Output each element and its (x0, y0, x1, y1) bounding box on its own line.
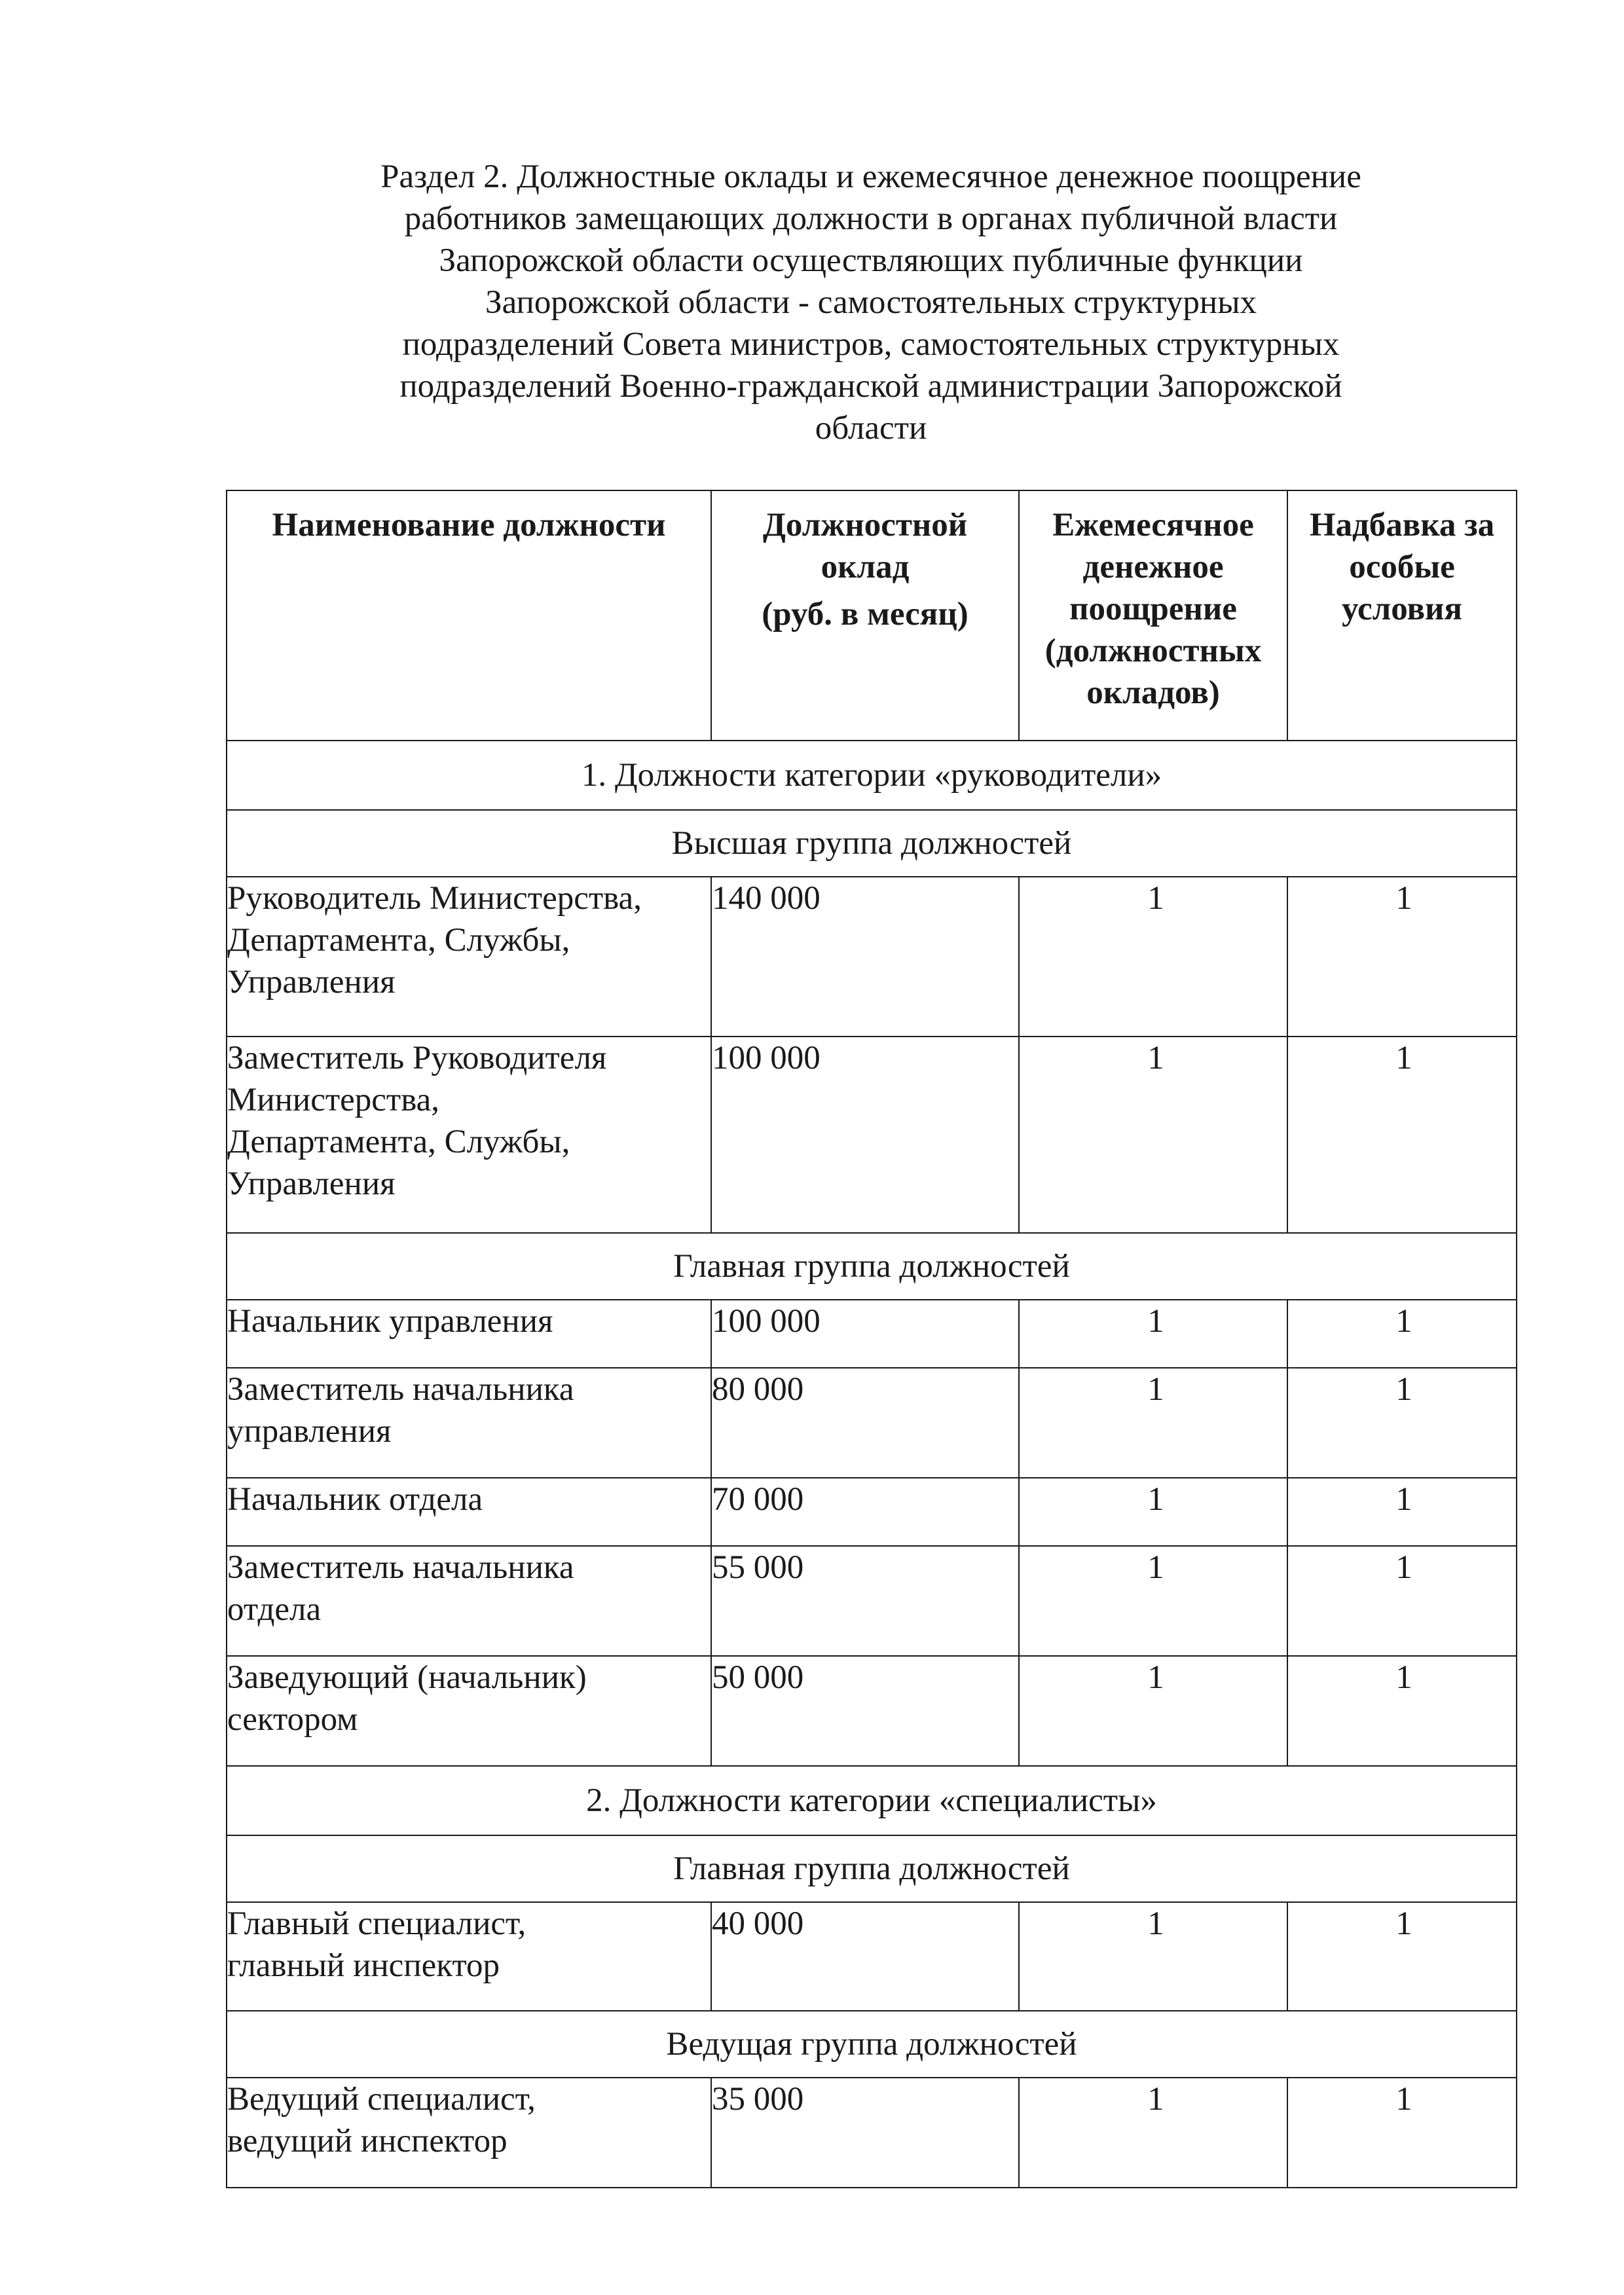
group-row (227, 810, 1517, 877)
header-extra-line: Надбавка за (1309, 507, 1495, 543)
position-line: Заместитель начальника (227, 1549, 574, 1586)
bonus-cell: 1 (1019, 1656, 1287, 1766)
salary-cell: 70 000 (711, 1478, 1019, 1546)
header-position (227, 490, 711, 741)
position-line: отдела (227, 1591, 322, 1628)
table-row (227, 1656, 1517, 1766)
position-line: Департамента, Службы, (227, 1124, 570, 1160)
header-extra (1287, 490, 1517, 741)
position-line: Руководитель Министерства, (227, 880, 642, 917)
table-row (227, 1546, 1517, 1656)
table-header-row (227, 490, 1517, 741)
extra-cell: 1 (1287, 2078, 1517, 2188)
group-row (227, 1835, 1517, 1902)
title-line: подразделений Совета министров, самостоятельных структурных (402, 326, 1340, 363)
salary-table (226, 490, 1517, 2188)
title-line: области (815, 410, 927, 447)
extra-cell: 1 (1287, 1037, 1517, 1233)
table-row (227, 877, 1517, 1037)
header-salary (711, 490, 1019, 741)
position-line: Заместитель Руководителя (227, 1040, 607, 1076)
group-row (227, 2011, 1517, 2078)
title-line: Запорожской области - самостоятельных структурных (485, 284, 1257, 321)
group-row (227, 1233, 1517, 1300)
salary-cell: 40 000 (711, 1902, 1019, 2011)
extra-cell: 1 (1287, 1902, 1517, 2011)
position-cell (227, 877, 711, 1037)
position-cell (227, 1478, 711, 1546)
bonus-cell: 1 (1019, 1368, 1287, 1478)
extra-cell: 1 (1287, 1300, 1517, 1368)
page-title (262, 156, 1480, 449)
bonus-cell: 1 (1019, 1037, 1287, 1233)
table-row (227, 1368, 1517, 1478)
extra-cell: 1 (1287, 1546, 1517, 1656)
salary-cell: 55 000 (711, 1546, 1019, 1656)
extra-cell: 1 (1287, 1478, 1517, 1546)
salary-cell: 100 000 (711, 1300, 1019, 1368)
position-cell (227, 1546, 711, 1656)
section-title: 2. Должности категории «специалисты» (227, 1766, 1517, 1835)
salary-cell: 100 000 (711, 1037, 1019, 1233)
title-line: Запорожской области осуществляющих публичные функции (439, 242, 1303, 279)
header-extra-line: особые (1349, 549, 1455, 585)
table-row (227, 1478, 1517, 1546)
section-row (227, 741, 1517, 810)
header-bonus-line: поощрение (1069, 591, 1237, 627)
header-salary-line: Должностной (762, 507, 968, 543)
position-line: ведущий инспектор (227, 2123, 507, 2159)
section-row (227, 1766, 1517, 1835)
extra-cell: 1 (1287, 1368, 1517, 1478)
extra-cell: 1 (1287, 1656, 1517, 1766)
header-position-text: Наименование должности (272, 507, 666, 543)
position-line: Ведущий специалист, (227, 2081, 536, 2118)
header-bonus-line: денежное (1082, 549, 1224, 585)
table-row (227, 2078, 1517, 2188)
header-bonus-line: (должностных (1044, 633, 1262, 669)
position-line: управления (227, 1413, 392, 1450)
salary-cell: 35 000 (711, 2078, 1019, 2188)
position-line: Начальник отдела (227, 1481, 483, 1518)
position-cell (227, 1037, 711, 1233)
position-line: Департамента, Службы, (227, 922, 570, 959)
group-title: Главная группа должностей (227, 1835, 1517, 1902)
bonus-cell: 1 (1019, 2078, 1287, 2188)
position-cell (227, 1902, 711, 2011)
header-salary-line: оклад (821, 549, 910, 585)
position-line: Управления (227, 964, 396, 1001)
position-line: Главный специалист, (227, 1905, 526, 1942)
bonus-cell: 1 (1019, 877, 1287, 1037)
header-bonus-line: Ежемесячное (1052, 507, 1254, 543)
title-line: Раздел 2. Должностные оклады и ежемесячное денежное поощрение (380, 158, 1361, 195)
position-line: Начальник управления (227, 1303, 553, 1340)
extra-cell: 1 (1287, 877, 1517, 1037)
title-line: подразделений Военно-гражданской администрации Запорожской (399, 368, 1342, 405)
section-title: 1. Должности категории «руководители» (227, 741, 1517, 810)
group-title: Главная группа должностей (227, 1233, 1517, 1300)
position-cell (227, 1368, 711, 1478)
header-bonus-line: окладов) (1086, 674, 1220, 711)
position-line: Заместитель начальника (227, 1371, 574, 1408)
header-extra-line: условия (1342, 591, 1462, 627)
title-line: работников замещающих должности в органах публичной власти (404, 200, 1338, 237)
salary-cell: 80 000 (711, 1368, 1019, 1478)
position-line: Министерства, (227, 1082, 440, 1118)
table-row (227, 1037, 1517, 1233)
position-line: Управления (227, 1166, 396, 1202)
group-title: Ведущая группа должностей (227, 2011, 1517, 2078)
header-bonus (1019, 490, 1287, 741)
group-title: Высшая группа должностей (227, 810, 1517, 877)
table-row (227, 1902, 1517, 2011)
position-line: Заведующий (начальник) (227, 1659, 587, 1696)
position-cell (227, 1300, 711, 1368)
header-salary-line: (руб. в месяц) (762, 596, 969, 633)
position-line: главный инспектор (227, 1947, 500, 1984)
bonus-cell: 1 (1019, 1546, 1287, 1656)
bonus-cell: 1 (1019, 1478, 1287, 1546)
position-cell (227, 2078, 711, 2188)
bonus-cell: 1 (1019, 1902, 1287, 2011)
salary-cell: 50 000 (711, 1656, 1019, 1766)
salary-cell: 140 000 (711, 877, 1019, 1037)
bonus-cell: 1 (1019, 1300, 1287, 1368)
position-cell (227, 1656, 711, 1766)
position-line: сектором (227, 1701, 358, 1738)
table-row (227, 1300, 1517, 1368)
